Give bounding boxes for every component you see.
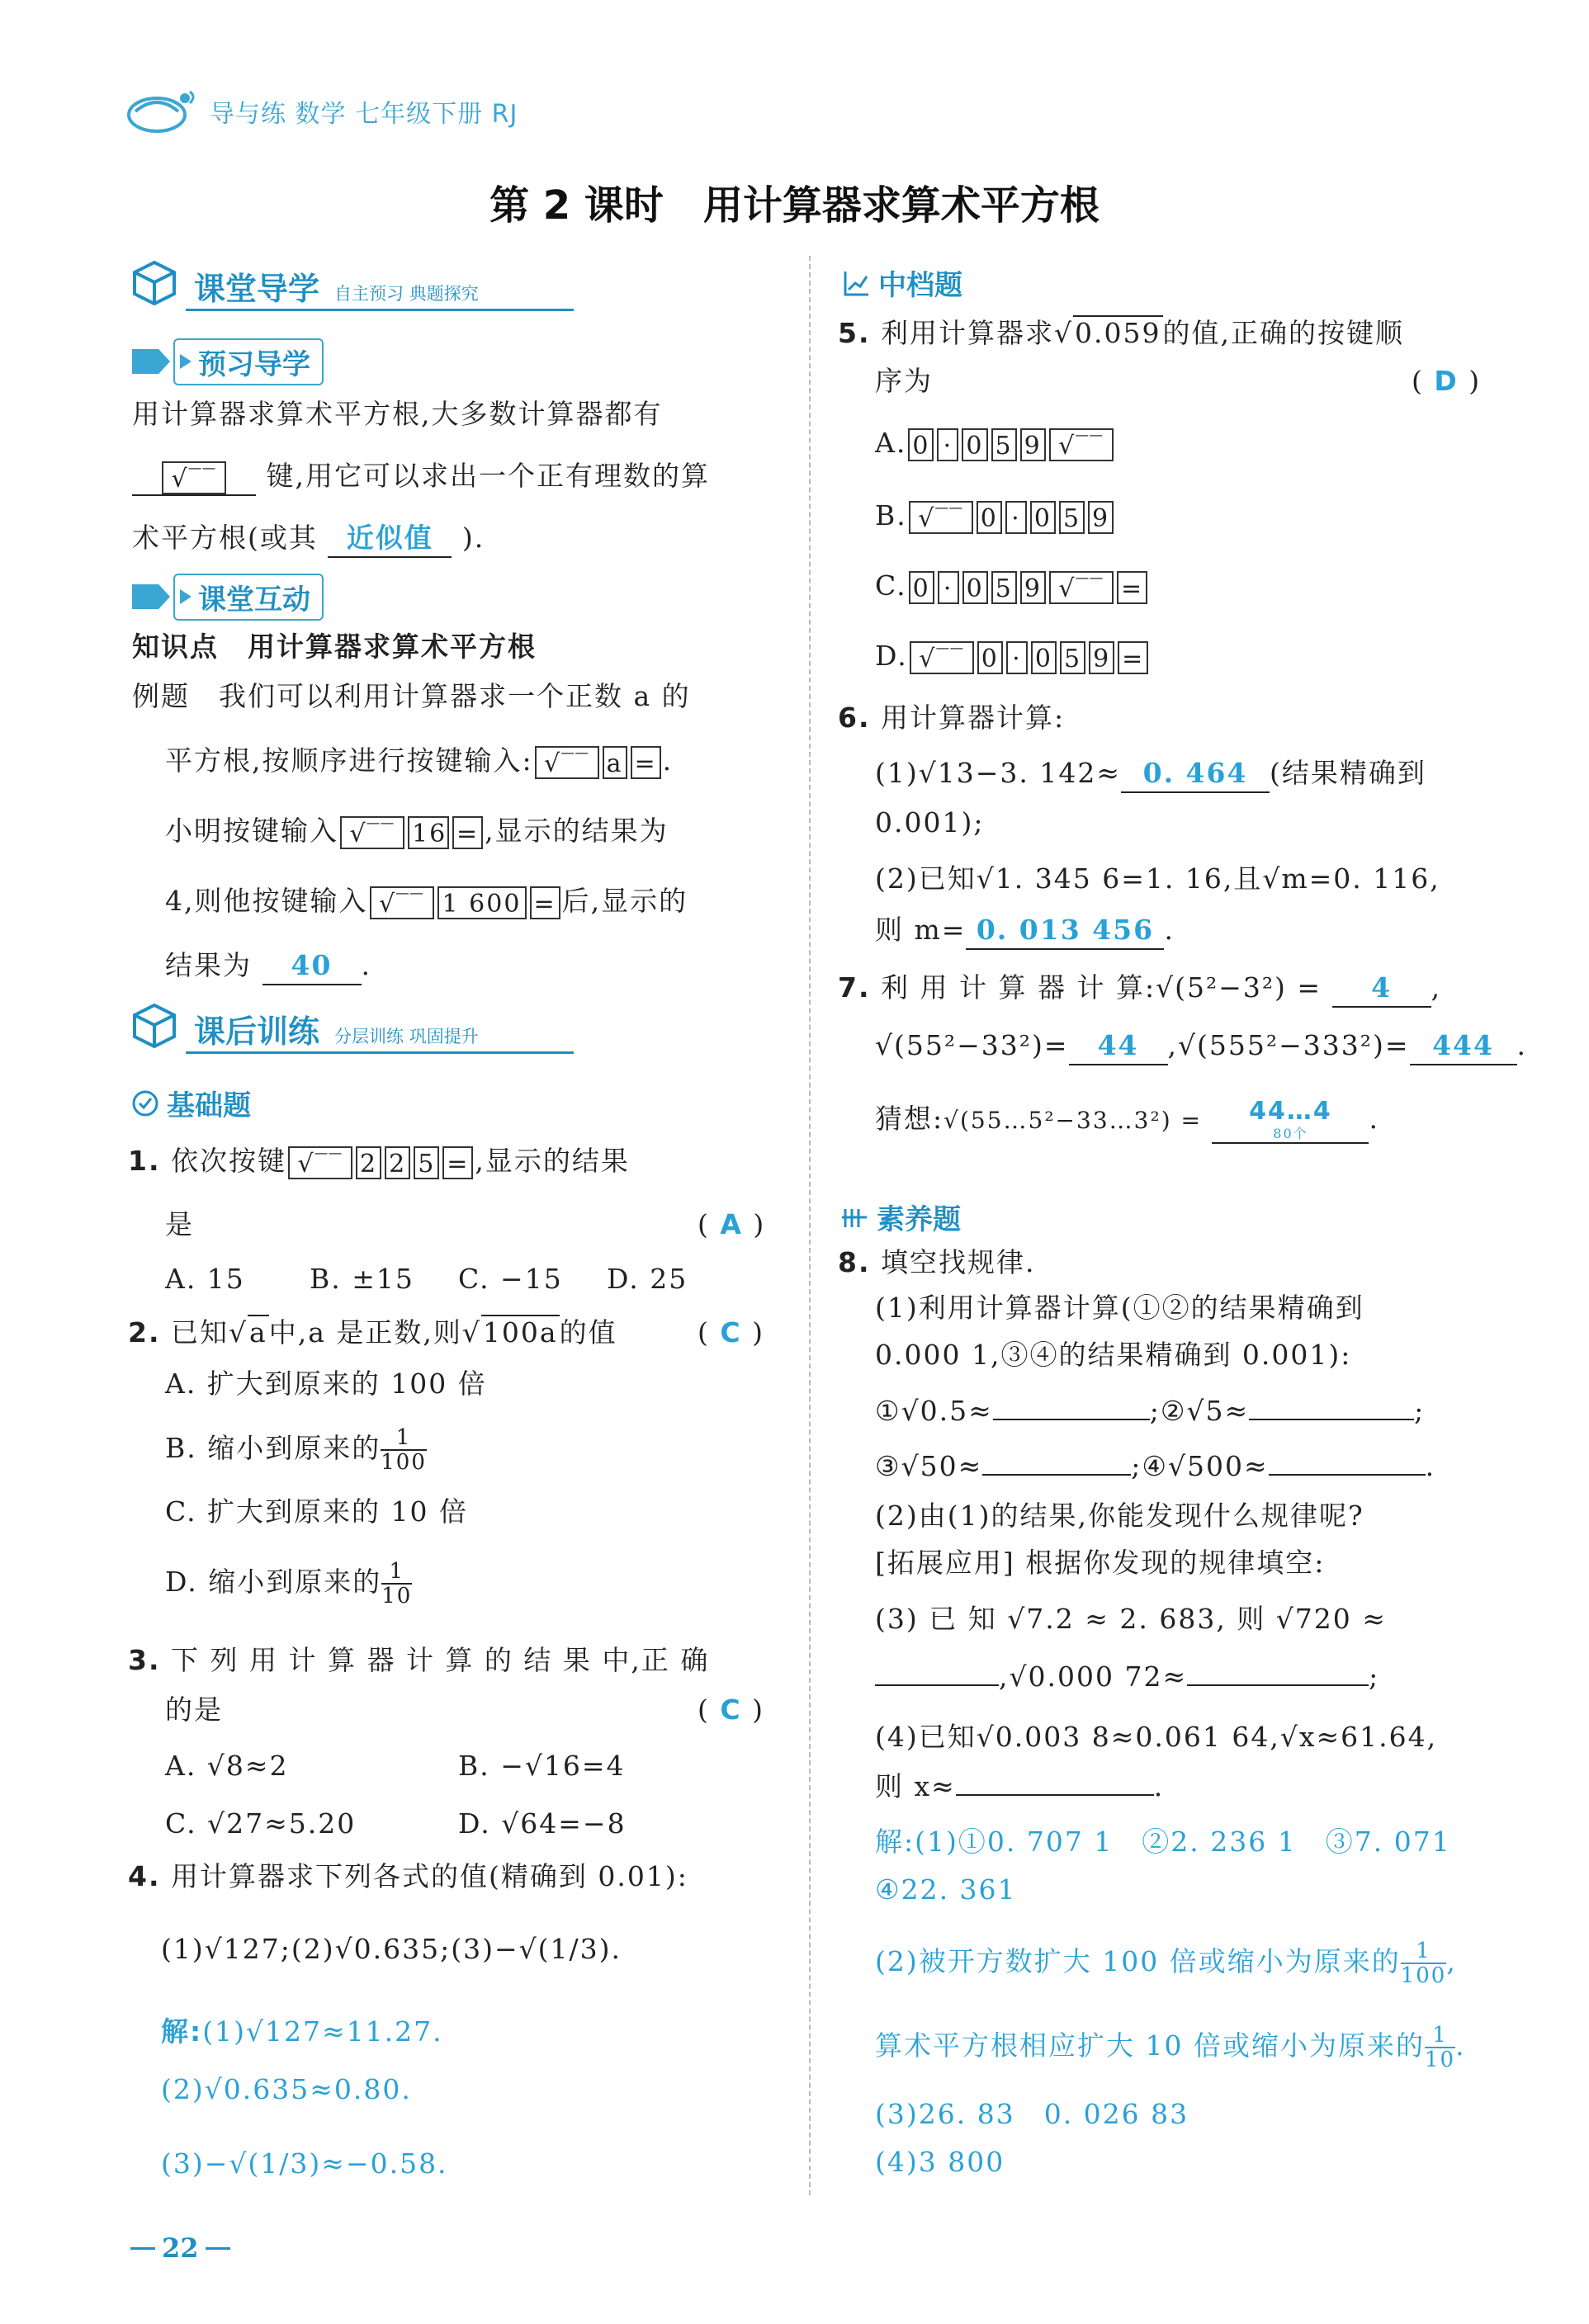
answer-blank[interactable] bbox=[1249, 1419, 1414, 1420]
q6-line1 bbox=[838, 700, 1065, 736]
key-0: 0 bbox=[909, 571, 934, 604]
q8-solution1: 解:(1)①0. 707 1 ②2. 236 1 ③7. 071 bbox=[875, 1826, 1451, 1858]
example-line4 bbox=[165, 883, 688, 919]
q7-text: 利 用 计 算 器 计 算:√(5²−3²) = bbox=[881, 971, 1322, 1004]
q6-part2-end: . bbox=[1164, 914, 1175, 946]
q8-solution4-text: 算术平方根相应扩大 10 倍或缩小为原来的 bbox=[875, 2029, 1425, 2062]
q7-guess-expression: √(55…5²−33…3²) = bbox=[943, 1107, 1202, 1134]
solution-label: 解: bbox=[161, 2015, 203, 2048]
header-text: 导与练 数学 七年级下册 RJ bbox=[210, 100, 518, 129]
mid-heading bbox=[842, 262, 962, 303]
key-9: 9 bbox=[1089, 641, 1114, 674]
answer-blank[interactable] bbox=[875, 1684, 999, 1686]
section-underline bbox=[186, 1051, 574, 1054]
q4-solution1 bbox=[161, 2014, 443, 2050]
numerator: 1 bbox=[1425, 2024, 1455, 2048]
q8-solution3: (2)被开方数扩大 100 倍或缩小为原来的 $\frac{1}{100}$ , bbox=[875, 1939, 1457, 1988]
q8-line4-text: ③√50≈ bbox=[875, 1450, 983, 1482]
key-9: 9 bbox=[1088, 501, 1114, 534]
q8-line8: ,√0.000 72≈ ; bbox=[875, 1659, 1379, 1695]
option-label: B. bbox=[875, 499, 907, 531]
q3-option-b: B. −√16=4 bbox=[458, 1750, 626, 1782]
key-1600: 1 600 bbox=[437, 886, 527, 919]
book-logo-icon bbox=[124, 87, 198, 136]
preview-line1: 用计算器求算术平方根,大多数计算器都有 bbox=[132, 398, 663, 430]
q4-solution1-text: (1)√127≈11.27. bbox=[202, 2015, 443, 2048]
q6-number: 6. bbox=[838, 701, 871, 734]
q7-count-label: 80个 bbox=[1273, 1126, 1308, 1141]
q8-line3-mid: ;②√5≈ bbox=[1149, 1395, 1250, 1427]
fraction bbox=[1425, 2024, 1455, 2071]
answer-blank[interactable] bbox=[956, 1794, 1154, 1796]
q3-line1 bbox=[128, 1642, 709, 1679]
pill-label: 预习导学 bbox=[173, 338, 324, 385]
q2-option-c: C. 扩大到原来的 10 倍 bbox=[165, 1495, 469, 1528]
q2-number: 2. bbox=[128, 1316, 161, 1349]
section-underline bbox=[186, 309, 574, 311]
q8-line4-mid: ;④√500≈ bbox=[1131, 1450, 1269, 1482]
denominator: 100 bbox=[381, 1450, 427, 1475]
q8-solution6: (4)3 800 bbox=[875, 2146, 1005, 2178]
q2-text-mid: 中,a 是正数,则 bbox=[268, 1316, 462, 1349]
basic-heading-text: 基础题 bbox=[167, 1089, 251, 1122]
key-2: 2 bbox=[385, 1146, 410, 1179]
sqrt-key-icon: √‾‾ bbox=[340, 816, 404, 849]
key-5: 5 bbox=[991, 571, 1017, 604]
q8-line10: 则 x≈ . bbox=[875, 1770, 1165, 1802]
key-0: 0 bbox=[962, 571, 988, 604]
mid-heading-text: 中档题 bbox=[878, 269, 962, 302]
q5-number: 5. bbox=[838, 317, 871, 349]
key-2: 2 bbox=[356, 1146, 381, 1179]
q4-text: 用计算器求下列各式的值(精确到 0.01): bbox=[171, 1860, 688, 1892]
q8-line4: ③√50≈ ;④√500≈ . bbox=[875, 1450, 1436, 1482]
check-circle-icon bbox=[130, 1089, 160, 1118]
q7-line1: 7. 利 用 计 算 器 计 算:√(5²−3²) = 4 , bbox=[838, 970, 1441, 1008]
q1-answer-value: A bbox=[720, 1208, 743, 1240]
stack-icon bbox=[840, 1202, 870, 1232]
section-after-class bbox=[128, 999, 479, 1051]
q7-answer4: 44…4 bbox=[1249, 1097, 1332, 1126]
answer-blank[interactable] bbox=[993, 1419, 1150, 1420]
example-line5: 结果为 40 . bbox=[165, 947, 371, 985]
q8-line6: [拓展应用] 根据你发现的规律填空: bbox=[875, 1547, 1326, 1579]
q6-part1-text: (1)√13−3. 142≈ bbox=[875, 757, 1122, 789]
q3-answer-value: C bbox=[720, 1693, 742, 1726]
example-line5-text: 结果为 bbox=[165, 949, 252, 981]
running-header bbox=[124, 83, 518, 140]
q3-number: 3. bbox=[128, 1644, 161, 1676]
q8-line1: (1)利用计算器计算(①②的结果精确到 bbox=[875, 1292, 1364, 1324]
q8-line3: ①√0.5≈ ;②√5≈ ; bbox=[875, 1395, 1426, 1427]
sqrt-key-icon: √‾‾ bbox=[1049, 571, 1114, 604]
q5-option-a bbox=[875, 425, 1115, 461]
page-number-text: 22 bbox=[162, 2232, 199, 2264]
q7-line2: √(55²−33²)= 44 ,√(555²−333²)= 444 . bbox=[875, 1027, 1527, 1065]
q1-number: 1. bbox=[128, 1145, 161, 1177]
q5-option-c bbox=[875, 568, 1149, 604]
q3-option-a: A. √8≈2 bbox=[165, 1750, 289, 1782]
example-line4-text: 4,则他按键输入 bbox=[165, 885, 368, 917]
q1-option-a: A. 15 bbox=[165, 1263, 245, 1295]
key-5: 5 bbox=[991, 428, 1017, 461]
q7-guess-label: 猜想: bbox=[875, 1103, 944, 1135]
example-line2: 平方根,按顺序进行按键输入: √‾‾ a = . bbox=[165, 744, 674, 778]
key-9: 9 bbox=[1020, 428, 1046, 461]
q8-text: 填空找规律. bbox=[881, 1246, 1036, 1278]
preview-line2 bbox=[132, 458, 710, 496]
q7-guess: 猜想:√(55…5²−33…3²) = 44…4 80个 . bbox=[875, 1098, 1379, 1144]
q6-part2-text: 则 m= bbox=[875, 914, 967, 946]
preview-line3 bbox=[132, 520, 485, 558]
section-main-title: 课后训练 bbox=[194, 1013, 320, 1050]
key-0: 0 bbox=[1030, 501, 1056, 534]
dash bbox=[206, 2247, 230, 2250]
q5-radicand: 0.059 bbox=[1075, 317, 1161, 349]
sqrt-key-icon: √‾‾ bbox=[535, 746, 599, 779]
key-dot: · bbox=[938, 571, 959, 604]
q7-answer1: 4 bbox=[1332, 970, 1431, 1008]
q8-line10-text: 则 x≈ bbox=[875, 1770, 956, 1802]
q2-text: 已知 bbox=[171, 1316, 229, 1349]
answer-blank[interactable] bbox=[1269, 1474, 1426, 1476]
q6-part2: (2)已知√1. 345 6=1. 16,且√m=0. 116, bbox=[875, 862, 1440, 895]
q3-line2: 的是 bbox=[165, 1693, 223, 1726]
key-dot: · bbox=[937, 428, 958, 461]
q7-line2-text: √(55²−33²)= bbox=[875, 1029, 1069, 1061]
q8-line3-text: ①√0.5≈ bbox=[875, 1395, 993, 1427]
key-equals: = bbox=[452, 816, 483, 849]
key-equals: = bbox=[631, 746, 661, 779]
q8-solution3-text: (2)被开方数扩大 100 倍或缩小为原来的 bbox=[875, 1945, 1401, 1977]
key-16: 16 bbox=[408, 816, 449, 849]
q3-option-d: D. √64=−8 bbox=[458, 1807, 627, 1840]
q4-parts: (1)√127;(2)√0.635;(3)−√(1/3). bbox=[161, 1933, 622, 1965]
q8-line5: (2)由(1)的结果,你能发现什么规律呢? bbox=[875, 1500, 1364, 1532]
fraction bbox=[1401, 1939, 1447, 1987]
dash bbox=[130, 2247, 155, 2250]
key-5: 5 bbox=[414, 1146, 439, 1179]
sqrt-key-icon: √‾‾ bbox=[1049, 428, 1114, 461]
key-0: 0 bbox=[1031, 641, 1057, 674]
q8-line9: (4)已知√0.003 8≈0.061 64,√x≈61.64, bbox=[875, 1721, 1438, 1753]
answer-blank[interactable] bbox=[1187, 1684, 1369, 1686]
literacy-heading-text: 素养题 bbox=[877, 1203, 961, 1236]
section-classroom bbox=[128, 256, 479, 309]
denominator: 10 bbox=[1424, 2048, 1456, 2072]
q8-solution4: 算术平方根相应扩大 10 倍或缩小为原来的 $\frac{1}{10}$ . bbox=[875, 2023, 1466, 2072]
q7-number: 7. bbox=[838, 971, 871, 1004]
q2-radicand2: 100a bbox=[482, 1316, 558, 1349]
q2-option-a: A. 扩大到原来的 100 倍 bbox=[165, 1367, 487, 1400]
example-answer: 40 bbox=[262, 947, 362, 985]
q2-text-end: 的值 bbox=[559, 1316, 617, 1349]
q6-part1-cont: 0.001); bbox=[875, 806, 985, 838]
numerator: 1 bbox=[381, 1426, 427, 1451]
sqrt-key-icon: √‾‾ bbox=[288, 1146, 352, 1179]
option-label: C. bbox=[875, 569, 907, 602]
denominator: 10 bbox=[381, 1584, 413, 1608]
q3-answer: ( C ) bbox=[698, 1693, 764, 1726]
q6-part1 bbox=[875, 755, 1426, 793]
cube-icon bbox=[128, 999, 181, 1051]
sqrt-key-blank bbox=[132, 458, 256, 496]
answer-blank[interactable] bbox=[982, 1474, 1131, 1476]
page-number bbox=[124, 2232, 237, 2264]
q1-text-end: ,显示的结果 bbox=[475, 1145, 630, 1177]
pill-label: 课堂互动 bbox=[173, 574, 324, 621]
preview-answer: 近似值 bbox=[328, 520, 452, 558]
q5-answer-value: D bbox=[1434, 365, 1459, 397]
example-line1: 例题 我们可以利用计算器求一个正数 a 的 bbox=[132, 680, 691, 712]
q7-line2-mid: ,√(555²−333²)= bbox=[1167, 1029, 1410, 1061]
key-0: 0 bbox=[908, 428, 934, 461]
key-0: 0 bbox=[962, 428, 987, 461]
q8-number: 8. bbox=[838, 1246, 871, 1278]
q1-option-c: C. −15 bbox=[458, 1263, 563, 1295]
example-line2-text: 平方根,按顺序进行按键输入: bbox=[165, 744, 533, 777]
q6-part2-answer: 0. 013 456 bbox=[966, 912, 1164, 950]
column-divider bbox=[809, 256, 811, 2195]
q4-line1 bbox=[128, 1859, 688, 1895]
q6-part1-note: (结果精确到 bbox=[1270, 757, 1426, 789]
q4-solution2: (2)√0.635≈0.80. bbox=[161, 2073, 412, 2105]
option-label: A. bbox=[875, 427, 907, 459]
knowledge-title: 知识点 用计算器求算术平方根 bbox=[132, 631, 537, 663]
basic-heading bbox=[130, 1083, 251, 1123]
q2-radicand: a bbox=[249, 1316, 267, 1349]
sqrt-key-icon: √‾‾ bbox=[162, 461, 226, 494]
key-5: 5 bbox=[1059, 501, 1085, 534]
q5-line2: 序为 bbox=[875, 365, 933, 397]
chart-icon bbox=[842, 268, 872, 298]
q5-text-mid: 的值,正确的按键顺 bbox=[1162, 317, 1405, 349]
q7-answer3: 444 bbox=[1410, 1027, 1517, 1065]
fraction bbox=[381, 1560, 412, 1608]
section-sub-title: 自主预习 典题探究 bbox=[334, 284, 479, 304]
q1-line2: 是 bbox=[165, 1208, 194, 1240]
key-5: 5 bbox=[1060, 641, 1085, 674]
q6-part2-cont bbox=[875, 912, 1175, 950]
section-sub-title: 分层训练 巩固提升 bbox=[334, 1027, 479, 1046]
sqrt-key-icon: √‾‾ bbox=[370, 886, 434, 919]
option-label: D. bbox=[875, 640, 908, 672]
q8-line2: 0.000 1,③④的结果精确到 0.001): bbox=[875, 1339, 1352, 1371]
example-line4-end: 后,显示的 bbox=[561, 885, 688, 917]
numerator: 1 bbox=[381, 1560, 412, 1585]
literacy-heading bbox=[840, 1197, 961, 1237]
q8-solution2: ④22. 361 bbox=[875, 1873, 1017, 1906]
q1-text: 依次按键 bbox=[171, 1145, 286, 1177]
q8-line-title bbox=[838, 1245, 1036, 1281]
pill-preview bbox=[132, 342, 324, 380]
cube-icon bbox=[128, 256, 181, 309]
key-equals: = bbox=[530, 886, 560, 919]
key-dot: · bbox=[1006, 641, 1028, 674]
flag-icon bbox=[132, 584, 170, 609]
q1-option-b: B. ±15 bbox=[310, 1263, 414, 1295]
preview-line2-text: 键,用它可以求出一个正有理数的算 bbox=[266, 460, 710, 492]
q1-option-d: D. 25 bbox=[607, 1263, 688, 1295]
q5-option-d bbox=[875, 638, 1150, 674]
example-line3-text: 小明按键输入 bbox=[165, 815, 338, 847]
q6-part1-answer: 0. 464 bbox=[1121, 755, 1270, 793]
q5-answer: ( D ) bbox=[1412, 365, 1482, 397]
q8-line8-text: ,√0.000 72≈ bbox=[999, 1660, 1188, 1693]
preview-line3-text: 术平方根(或其 bbox=[132, 522, 318, 554]
q1-line1 bbox=[128, 1143, 630, 1179]
fraction bbox=[381, 1426, 427, 1474]
q2-option-b bbox=[165, 1426, 427, 1474]
key-dot: · bbox=[1005, 501, 1027, 534]
q6-text: 用计算器计算: bbox=[881, 701, 1066, 734]
q7-answer-underline bbox=[1212, 1142, 1369, 1144]
q7-answer2: 44 bbox=[1069, 1027, 1168, 1065]
key-0: 0 bbox=[977, 501, 1002, 534]
numerator: 1 bbox=[1401, 1939, 1447, 1964]
key-equals: = bbox=[1117, 571, 1147, 604]
q5-text: 利用计算器求 bbox=[881, 317, 1054, 349]
q2-answer-value: C bbox=[720, 1316, 742, 1349]
q2-option-b-text: B. 缩小到原来的 bbox=[165, 1432, 381, 1464]
q1-answer: ( A ) bbox=[698, 1208, 766, 1240]
sqrt-key-icon: √‾‾ bbox=[910, 641, 974, 674]
q7-guess-answer-wrap bbox=[1212, 1098, 1369, 1144]
example-line3 bbox=[165, 813, 669, 849]
q4-number: 4. bbox=[128, 1860, 161, 1892]
q5-option-b bbox=[875, 498, 1115, 534]
key-equals: = bbox=[442, 1146, 473, 1179]
q2-option-d bbox=[165, 1560, 412, 1608]
q3-option-c: C. √27≈5.20 bbox=[165, 1807, 357, 1840]
q2-option-d-text: D. 缩小到原来的 bbox=[165, 1566, 382, 1598]
pill-interaction bbox=[132, 578, 324, 616]
example-line3-end: ,显示的结果为 bbox=[485, 815, 669, 847]
flag-icon bbox=[132, 349, 170, 374]
page-title: 第 2 课时 用计算器求算术平方根 bbox=[489, 182, 1100, 229]
q5-line1: 5. 利用计算器求√0.059的值,正确的按键顺 bbox=[838, 317, 1405, 349]
q4-solution3: (3)−√(1/3)≈−0.58. bbox=[161, 2147, 448, 2180]
q2-answer: ( C ) bbox=[698, 1316, 764, 1349]
denominator: 100 bbox=[1400, 1963, 1447, 1988]
q8-solution5: (3)26. 83 0. 026 83 bbox=[875, 2098, 1189, 2130]
key-a: a bbox=[603, 746, 627, 779]
key-9: 9 bbox=[1020, 571, 1046, 604]
section-main-title: 课堂导学 bbox=[194, 271, 320, 307]
q2-line1: 2. 已知√a中,a 是正数,则√100a的值 bbox=[128, 1316, 617, 1349]
preview-line3-end: ). bbox=[461, 522, 485, 554]
q8-line7: (3) 已 知 √7.2 ≈ 2. 683, 则 √720 ≈ bbox=[875, 1603, 1387, 1635]
key-0: 0 bbox=[977, 641, 1003, 674]
sqrt-key-icon: √‾‾ bbox=[909, 501, 973, 534]
q3-text: 下 列 用 计 算 器 计 算 的 结 果 中,正 确 bbox=[171, 1644, 710, 1676]
key-equals: = bbox=[1118, 641, 1148, 674]
